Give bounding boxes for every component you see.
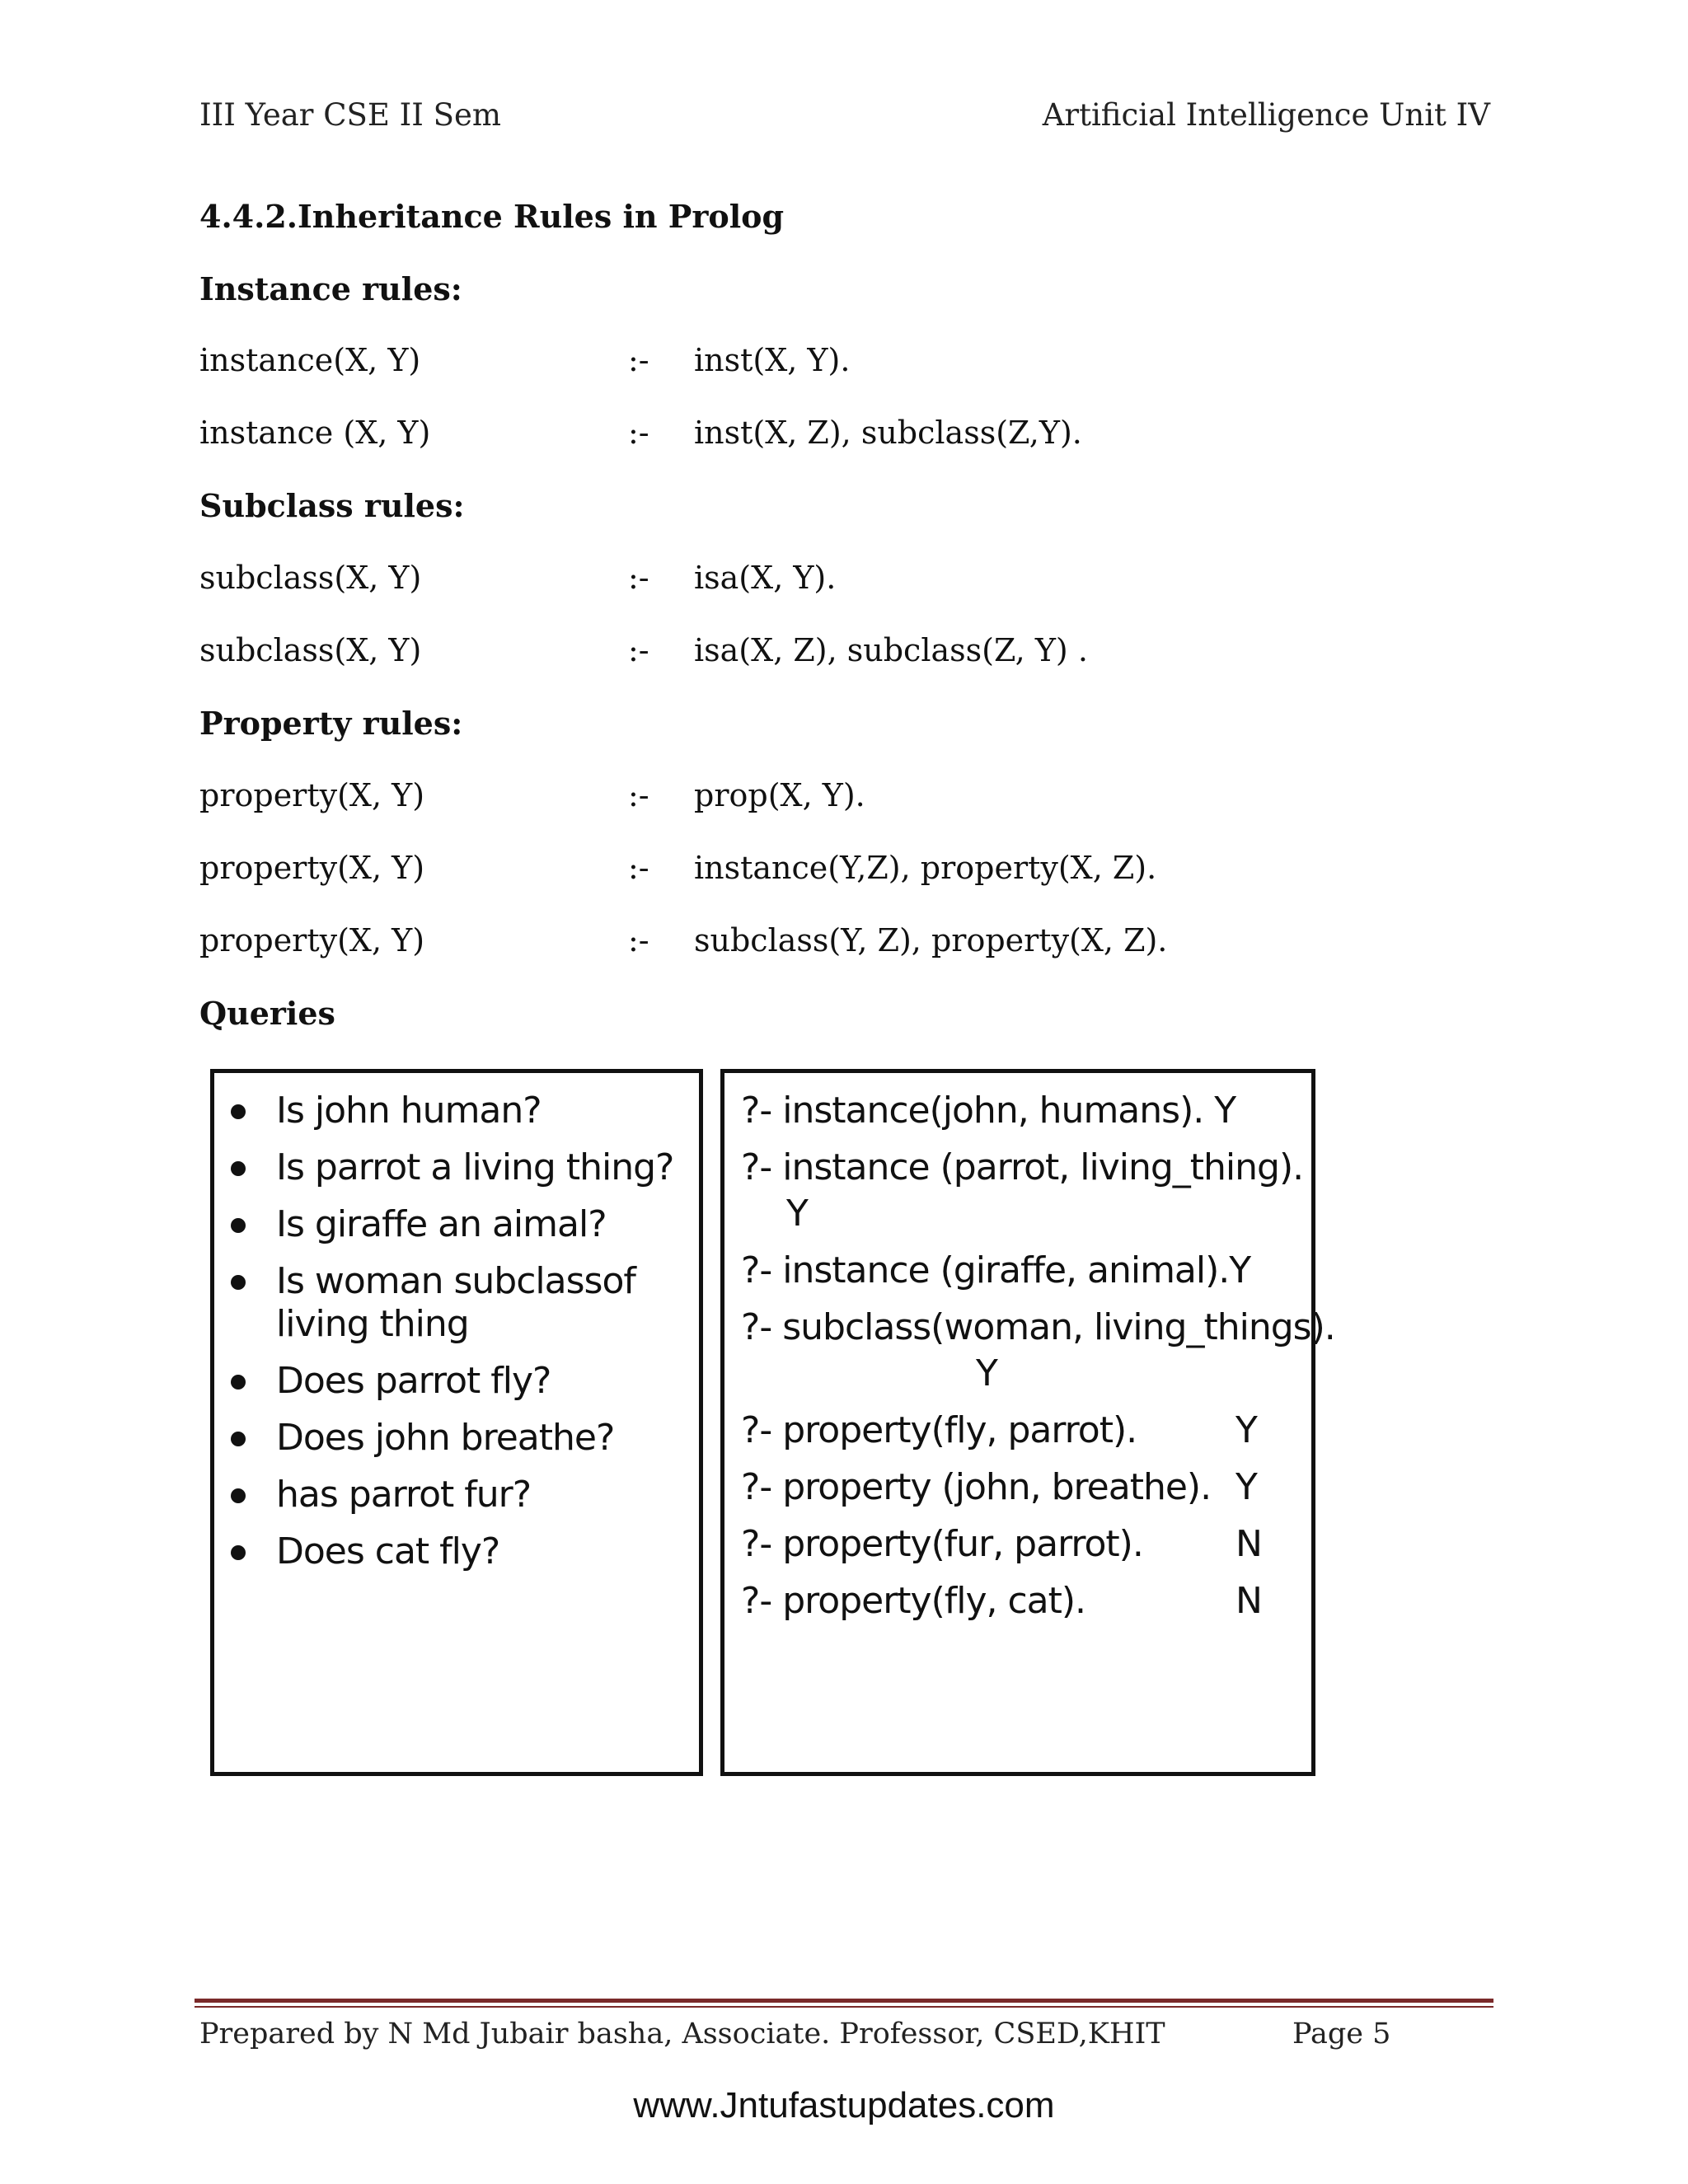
query-text: ?- instance(john, humans). Y — [741, 1090, 1236, 1132]
rule-neck: :- — [628, 850, 649, 886]
bullet-icon — [231, 1161, 246, 1176]
rule-row — [199, 415, 1518, 456]
query-result: Y — [976, 1352, 997, 1394]
bullet-icon — [231, 1432, 246, 1446]
bullet-icon — [231, 1488, 246, 1503]
query-text: ?- property(fur, parrot). — [741, 1523, 1143, 1565]
rule-neck: :- — [628, 342, 649, 378]
footer-prepared-by: Prepared by N Md Jubair basha, Associate. Professor, CSED,KHIT — [199, 2018, 1165, 2050]
rule-row — [199, 850, 1518, 891]
bullet-icon — [231, 1104, 246, 1119]
rule-head: instance (X, Y) — [199, 415, 431, 451]
query-result: Y — [1236, 1466, 1257, 1508]
bullet-icon — [231, 1275, 246, 1290]
rule-row — [199, 560, 1518, 601]
list-item — [227, 1146, 721, 1189]
rule-row — [199, 342, 1518, 383]
query-result: N — [1236, 1523, 1262, 1565]
rule-head: property(X, Y) — [199, 922, 425, 958]
rule-head: subclass(X, Y) — [199, 560, 422, 596]
rule-body: prop(X, Y). — [694, 777, 865, 813]
bullet-icon — [231, 1375, 246, 1390]
rule-body: instance(Y,Z), property(X, Z). — [694, 850, 1157, 886]
header-course: III Year CSE II Sem — [199, 97, 501, 133]
list-item — [227, 1360, 721, 1403]
rule-row — [199, 922, 1518, 963]
list-item — [227, 1090, 721, 1132]
query-text: ?- property(fly, cat). — [741, 1580, 1086, 1622]
question-text: Does john breathe? — [276, 1417, 615, 1459]
query-text: ?- instance (giraffe, animal).Y — [741, 1249, 1251, 1291]
rule-body: isa(X, Z), subclass(Z, Y) . — [694, 632, 1088, 668]
list-item — [227, 1260, 721, 1346]
rule-neck: :- — [628, 415, 649, 451]
subclass-rules-heading: Subclass rules: — [199, 487, 465, 524]
question-text: Does cat fly? — [276, 1530, 500, 1572]
list-item — [227, 1530, 721, 1573]
questions-box — [210, 1069, 703, 1776]
header-subject: Artificial Intelligence Unit IV — [1042, 97, 1490, 133]
list-item — [227, 1474, 721, 1516]
rule-head: instance(X, Y) — [199, 342, 421, 378]
rule-neck: :- — [628, 922, 649, 958]
list-item — [227, 1417, 721, 1460]
question-text: Is woman subclassof living thing — [276, 1260, 635, 1345]
question-text: Is parrot a living thing? — [276, 1146, 674, 1188]
query-text: ?- property (john, breathe). — [741, 1466, 1212, 1508]
page-number: Page 5 — [1292, 2018, 1391, 2050]
rule-body: inst(X, Y). — [694, 342, 851, 378]
bullet-icon — [231, 1218, 246, 1233]
question-text: has parrot fur? — [276, 1474, 532, 1516]
rule-neck: :- — [628, 632, 649, 668]
rule-row — [199, 777, 1518, 818]
list-item — [227, 1203, 721, 1246]
answers-box — [720, 1069, 1335, 1776]
rule-neck: :- — [628, 560, 649, 596]
query-result: N — [1236, 1580, 1262, 1622]
rule-head: property(X, Y) — [199, 850, 425, 886]
rule-head: subclass(X, Y) — [199, 632, 422, 668]
question-text: Is john human? — [276, 1090, 542, 1132]
question-text: Does parrot fly? — [276, 1360, 551, 1402]
rule-row — [199, 632, 1518, 673]
question-text: Is giraffe an aimal? — [276, 1203, 607, 1245]
query-result: Y — [786, 1193, 808, 1235]
website-link[interactable]: www.Jntufastupdates.com — [633, 2085, 1055, 2125]
bullet-icon — [231, 1545, 246, 1560]
questions-list — [227, 1090, 721, 1587]
query-result: Y — [1236, 1409, 1257, 1451]
query-text: ?- property(fly, parrot). — [741, 1409, 1137, 1451]
rule-head: property(X, Y) — [199, 777, 425, 813]
query-text: ?- subclass(woman, living_things). — [741, 1306, 1335, 1348]
rule-body: isa(X, Y). — [694, 560, 837, 596]
instance-rules-heading: Instance rules: — [199, 270, 462, 307]
rule-body: inst(X, Z), subclass(Z,Y). — [694, 415, 1082, 451]
queries-heading: Queries — [199, 995, 335, 1032]
footer-divider — [195, 1999, 1493, 2003]
rule-body: subclass(Y, Z), property(X, Z). — [694, 922, 1168, 958]
footer-divider-thin — [195, 2006, 1493, 2008]
rule-neck: :- — [628, 777, 649, 813]
query-text: ?- instance (parrot, living_thing). — [741, 1146, 1304, 1188]
section-title: 4.4.2.Inheritance Rules in Prolog — [199, 198, 785, 235]
property-rules-heading: Property rules: — [199, 705, 463, 742]
